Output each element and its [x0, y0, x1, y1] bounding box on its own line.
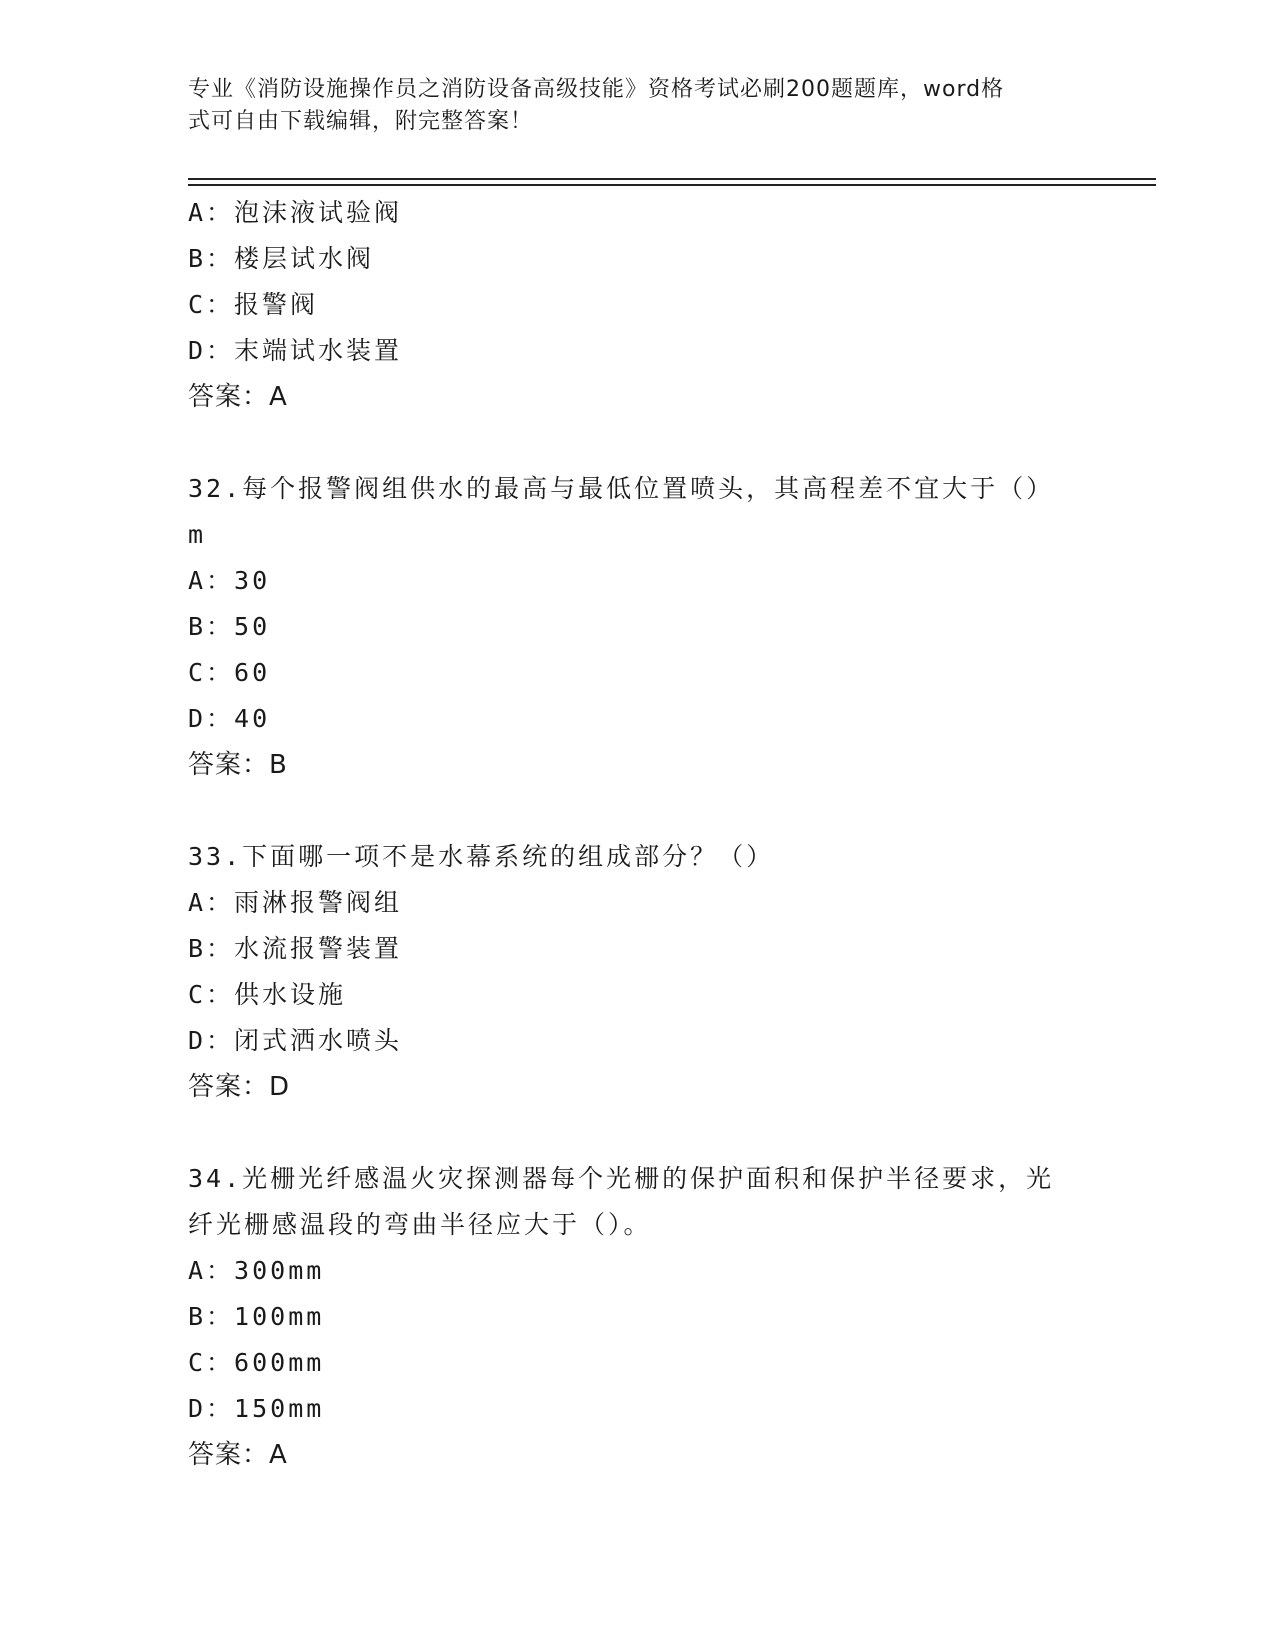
- option-c: C：报警阀: [188, 290, 319, 319]
- question-33: [188, 834, 1088, 1110]
- option-b: B：楼层试水阀: [188, 244, 375, 273]
- answer-line: 答案：B: [188, 750, 288, 780]
- option-a: A：泡沫液试验阀: [188, 198, 403, 227]
- question-stem-line-1: 33.下面哪一项不是水幕系统的组成部分？（）: [188, 842, 775, 871]
- option-d: D：闭式洒水喷头: [188, 1026, 403, 1055]
- question-stem-line-1: 34.光栅光纤感温火灾探测器每个光栅的保护面积和保护半径要求，光: [188, 1164, 1055, 1193]
- question-stem-line-2: m: [188, 520, 207, 549]
- option-d: D：40: [188, 704, 271, 733]
- option-b: B：100mm: [188, 1302, 325, 1331]
- option-d: D：150mm: [188, 1394, 325, 1423]
- question-34: [188, 1156, 1088, 1478]
- option-c: C：供水设施: [188, 980, 347, 1009]
- document-header: [188, 74, 1068, 138]
- answer-line: 答案：A: [188, 1440, 288, 1470]
- header-divider-bottom: [188, 184, 1156, 186]
- question-32: [188, 466, 1088, 788]
- question-list: [188, 190, 1088, 1478]
- option-a: A：300mm: [188, 1256, 325, 1285]
- question-stem-line-1: 32.每个报警阀组供水的最高与最低位置喷头，其高程差不宜大于（）: [188, 474, 1055, 503]
- option-b: B：水流报警装置: [188, 934, 403, 963]
- header-line-2: 式可自由下载编辑，附完整答案！: [188, 109, 534, 134]
- spacer: [188, 1110, 1088, 1156]
- option-d: D：末端试水装置: [188, 336, 403, 365]
- option-c: C：60: [188, 658, 271, 687]
- spacer: [188, 420, 1088, 466]
- option-a: A：雨淋报警阀组: [188, 888, 403, 917]
- option-c: C：600mm: [188, 1348, 325, 1377]
- header-line-1: 专业《消防设施操作员之消防设备高级技能》资格考试必刷200题题库，word格: [188, 77, 1005, 102]
- answer-line: 答案：D: [188, 1072, 291, 1102]
- question-31: [188, 190, 1088, 420]
- answer-line: 答案：A: [188, 382, 288, 412]
- spacer: [188, 788, 1088, 834]
- header-divider-top: [188, 178, 1156, 180]
- question-stem-line-2: 纤光栅感温段的弯曲半径应大于（）。: [188, 1210, 652, 1239]
- option-b: B：50: [188, 612, 271, 641]
- option-a: A：30: [188, 566, 271, 595]
